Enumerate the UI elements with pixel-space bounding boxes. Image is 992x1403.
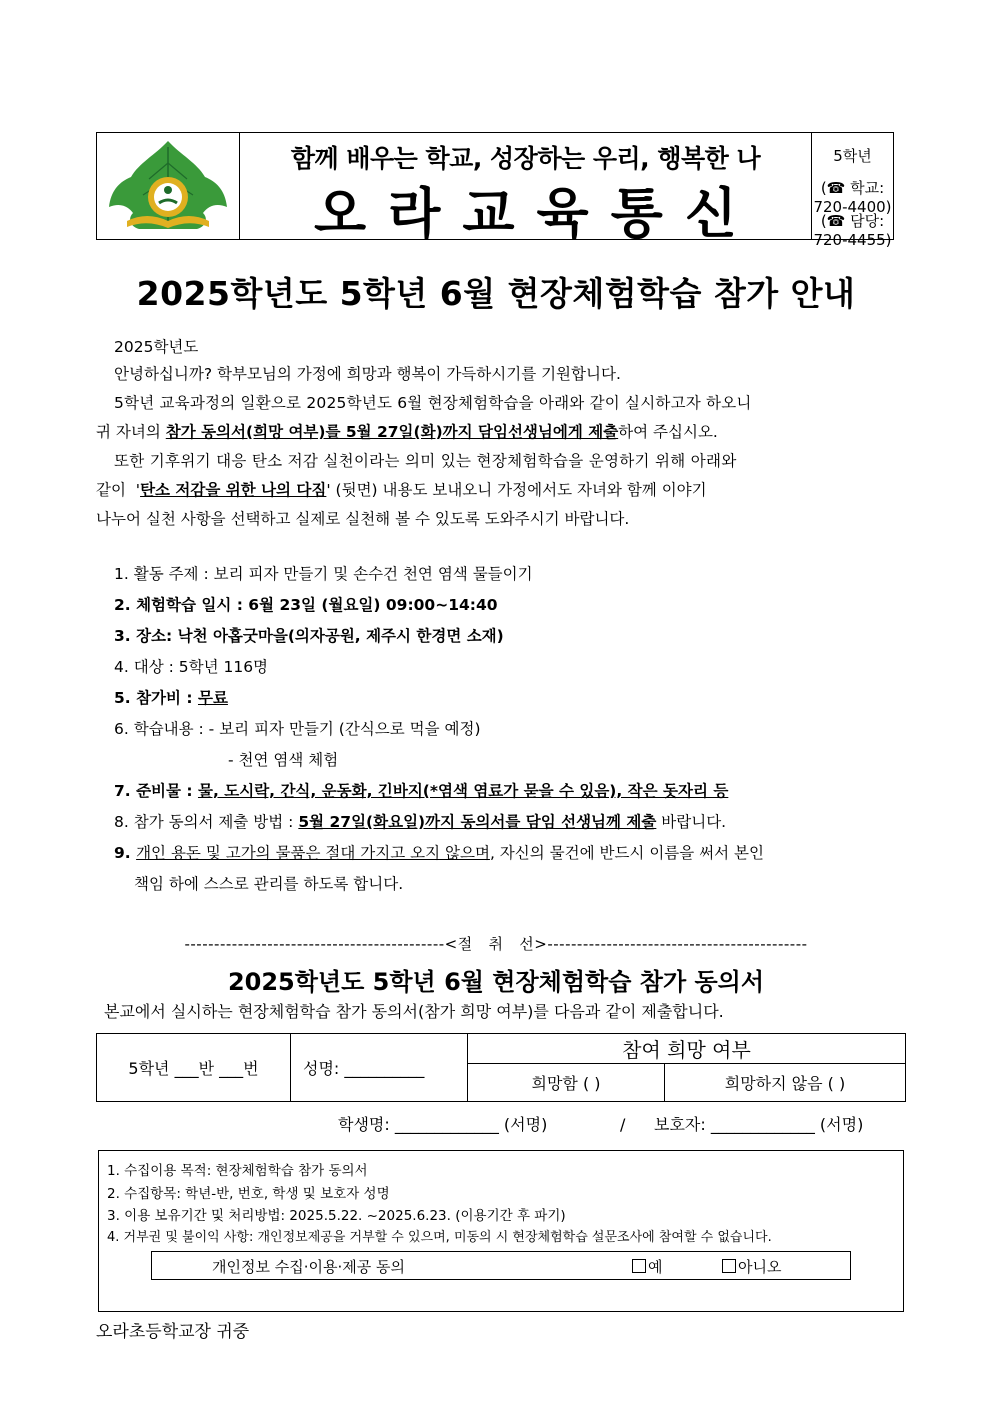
item-supplies xyxy=(114,777,728,807)
item-datetime: 2. 체험학습 일시 : 6월 23일 (월요일) 09:00~14:40 xyxy=(114,596,498,614)
carbon-pledge-title: 탄소 저감을 위한 나의 다짐 xyxy=(140,481,327,499)
newsletter-header xyxy=(96,132,894,249)
item-content-line2: - 천연 염색 체험 xyxy=(228,751,339,769)
checkbox-no-icon[interactable] xyxy=(722,1259,736,1273)
school-phone: (☎ 학교: 720-4400) xyxy=(813,179,892,216)
privacy-notice xyxy=(98,1150,904,1312)
intro-p1-line1: 5학년 교육과정의 일환으로 2025학년도 6월 현장체험학습을 아래와 같이 실시하고자 하오니 xyxy=(114,394,752,412)
submission-deadline: 참가 동의서(희망 여부)를 5월 27일(화)까지 담임선생님에게 제출 xyxy=(165,423,619,441)
intro-p2-line2 xyxy=(96,476,707,506)
school-slogan: 함께 배우는 학교, 성장하는 우리, 행복한 나 xyxy=(290,144,761,173)
intro-p2-line3: 나누어 실천 사항을 선택하고 실제로 실천해 볼 수 있도록 도와주시기 바랍니다. xyxy=(96,510,630,528)
belongings-value: 개인 용돈 및 고가의 물품은 절대 가지고 오지 않으며 xyxy=(136,844,490,862)
newsletter-title: 오라교육통신 xyxy=(314,182,759,245)
cut-line xyxy=(98,933,894,954)
fee-label: 5. 참가비 : xyxy=(114,689,198,707)
parent-signature[interactable]: 보호자: _____________ (서명) xyxy=(654,1115,864,1134)
item-fee xyxy=(114,684,228,714)
item-submission xyxy=(114,808,726,838)
fee-value: 무료 xyxy=(197,689,228,707)
supplies-value: 물, 도시락, 간식, 운동화, 긴바지(*염색 염료가 묻을 수 있음), 작은 돗자리 등 xyxy=(197,782,729,800)
item-topic: 1. 활동 주제 : 보리 피자 만들기 및 손수건 천연 염색 물들이기 xyxy=(114,565,533,583)
contact-cell xyxy=(812,133,893,249)
consent-form-title: 2025학년도 5학년 6월 현장체험학습 참가 동의서 xyxy=(227,968,765,996)
item-belongings xyxy=(114,839,764,869)
teacher-phone: (☎ 담당: 720-4455) xyxy=(813,212,892,249)
leaf-emblem xyxy=(109,141,227,229)
privacy-retention: 3. 이용 보유기간 및 처리방법: 2025.5.22. ~2025.6.23. (이용기간 후 파기) xyxy=(107,1208,566,1224)
consent-form-intro: 본교에서 실시하는 현장체험학습 참가 동의서(참가 희망 여부)를 다음과 같이 제출합니다. xyxy=(104,1002,724,1021)
privacy-items: 2. 수집항목: 학년-반, 번호, 학생 및 보호자 성명 xyxy=(107,1186,390,1202)
submission-value: 5월 27일(화요일)까지 동의서를 담임 선생님께 제출 xyxy=(298,813,657,831)
submission-post: 바랍니다. xyxy=(656,813,727,831)
item-content-line1: 6. 학습내용 : - 보리 피자 만들기 (간식으로 먹을 예정) xyxy=(114,720,481,738)
cut-line-right: -------------------------------------------- xyxy=(547,935,808,953)
masthead-cell xyxy=(240,133,812,245)
grade-label: 5학년 xyxy=(833,147,872,165)
consent-form-table xyxy=(96,1033,906,1102)
intro-p1-post: 하여 주십시오. xyxy=(618,423,718,441)
recipient-footer: 오라초등학교장 귀중 xyxy=(96,1322,250,1342)
consent-no-label: 아니오 xyxy=(738,1258,782,1276)
privacy-purpose: 1. 수집이용 목적: 현장체험학습 참가 동의서 xyxy=(107,1163,368,1179)
intro-p2-pre: 같이 ' xyxy=(96,481,141,499)
intro-year: 2025학년도 xyxy=(114,338,199,356)
intro-p2-post: ' (뒷면) 내용도 보내오니 가정에서도 자녀와 함께 이야기 xyxy=(326,481,707,499)
logo-cell xyxy=(97,133,240,239)
consent-no[interactable] xyxy=(722,1256,781,1277)
belongings-post: , 자신의 물건에 반드시 이름을 써서 본인 xyxy=(489,844,764,862)
privacy-consent-box xyxy=(151,1251,851,1280)
option-wish[interactable]: 희망함 ( ) xyxy=(468,1064,665,1102)
class-number-field[interactable]: 5학년 ___반 ___번 xyxy=(97,1034,291,1102)
cut-line-label: <절 취 선> xyxy=(444,935,548,953)
option-no-wish[interactable]: 희망하지 않음 ( ) xyxy=(665,1064,906,1102)
belongings-label: 9. xyxy=(114,844,137,862)
intro-p1-line2 xyxy=(96,418,718,448)
intro-greeting: 안녕하십니까? 학부모님의 가정에 희망과 행복이 가득하시기를 기원합니다. xyxy=(114,365,621,383)
item-belongings-line2: 책임 하에 스스로 관리를 하도록 합니다. xyxy=(134,875,404,893)
intro-p1-pre: 귀 자녀의 xyxy=(96,423,166,441)
consent-yes[interactable] xyxy=(632,1256,663,1277)
checkbox-yes-icon[interactable] xyxy=(632,1259,646,1273)
intro-p2-line1: 또한 기후위기 대응 탄소 저감 실천이라는 의미 있는 현장체험학습을 운영하기 위해 아래와 xyxy=(114,452,737,470)
student-name-field[interactable]: 성명: __________ xyxy=(291,1034,468,1102)
consent-yes-label: 예 xyxy=(648,1258,663,1276)
item-location: 3. 장소: 낙천 아홉굿마을(의자공원, 제주시 한경면 소재) xyxy=(114,627,504,645)
student-signature[interactable]: 학생명: _____________ (서명) xyxy=(338,1115,548,1134)
signature-separator: / xyxy=(620,1115,626,1134)
item-target: 4. 대상 : 5학년 116명 xyxy=(114,658,269,676)
cut-line-left: -------------------------------------------- xyxy=(184,935,445,953)
participation-header: 참여 희망 여부 xyxy=(468,1034,906,1064)
document-title: 2025학년도 5학년 6월 현장체험학습 참가 안내 xyxy=(136,274,856,313)
school-logo xyxy=(97,133,240,239)
consent-label: 개인정보 수집·이용·제공 동의 xyxy=(212,1258,405,1276)
submission-label: 8. 참가 동의서 제출 방법 : xyxy=(114,813,299,831)
supplies-label: 7. 준비물 : xyxy=(114,782,198,800)
privacy-refusal: 4. 거부권 및 불이익 사항: 개인정보제공을 거부할 수 있으며, 미동의 시 현장체험학습 설문조사에 참여할 수 없습니다. xyxy=(107,1230,772,1245)
